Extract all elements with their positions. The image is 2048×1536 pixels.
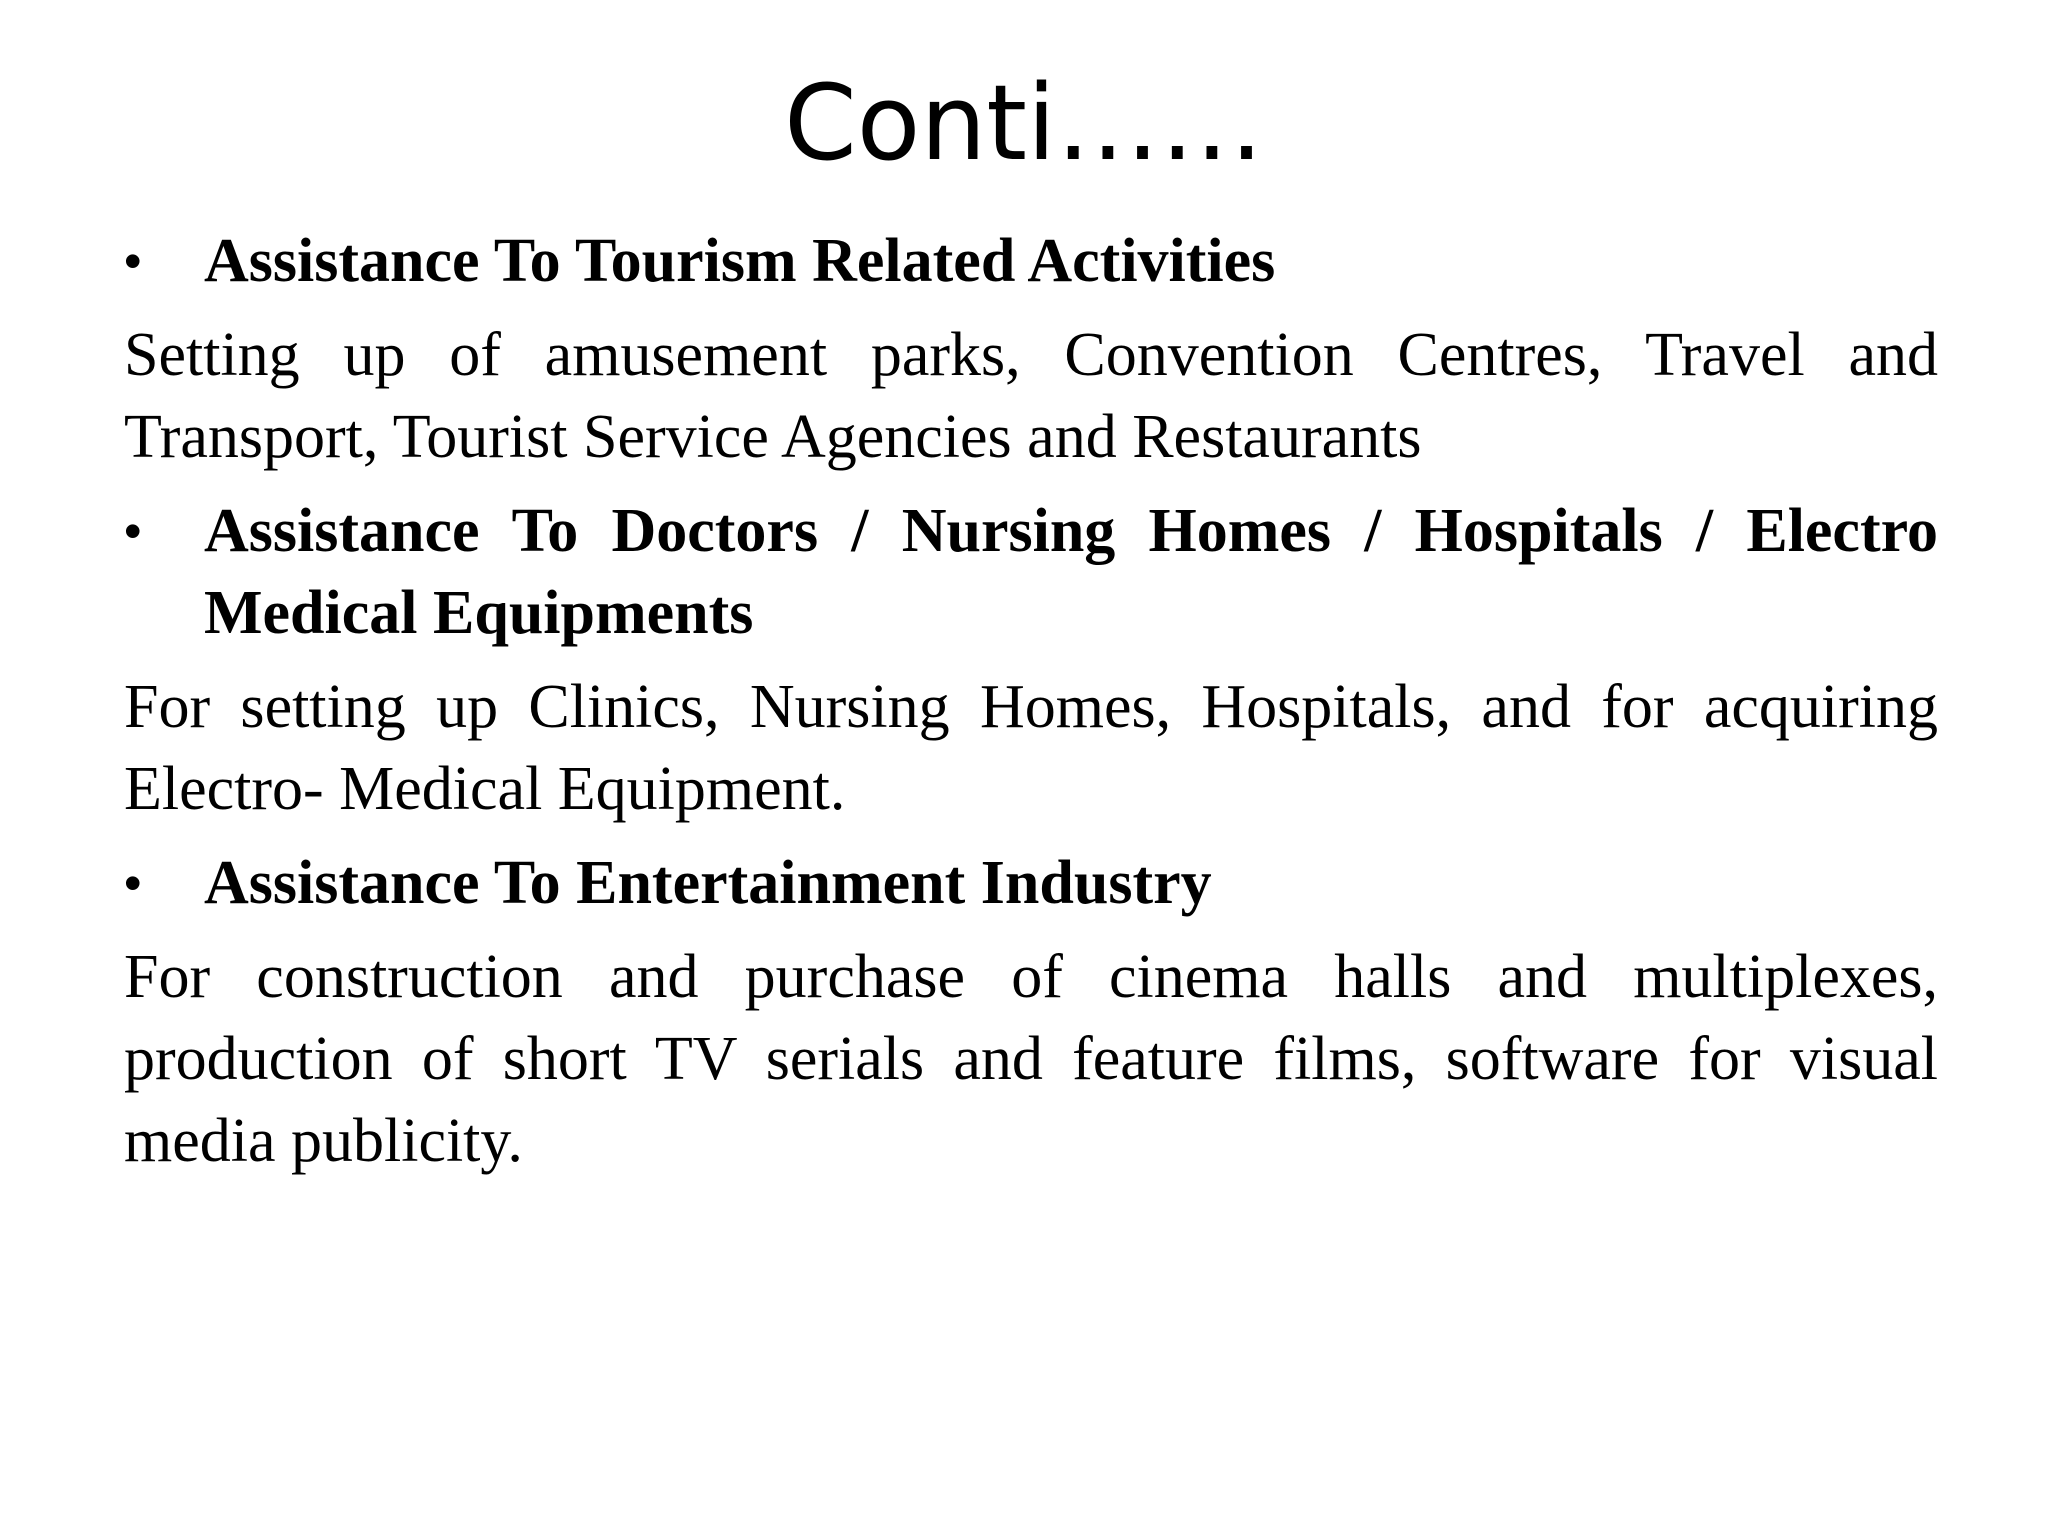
bullet-icon: • bbox=[124, 503, 142, 559]
slide-title: Conti…… bbox=[784, 62, 1264, 184]
section-body-entertainment: For construction and purchase of cinema halls and multiplexes, production of short TV serials and feature films, software for visual media publicity. bbox=[124, 943, 1938, 1175]
bullet-item-tourism bbox=[124, 220, 1938, 302]
bullet-icon: • bbox=[124, 855, 142, 911]
bullet-icon: • bbox=[124, 233, 142, 289]
slide-content bbox=[124, 220, 1938, 1194]
section-heading-entertainment: Assistance To Entertainment Industry bbox=[204, 849, 1212, 917]
section-body-medical: For setting up Clinics, Nursing Homes, Hospitals, and for acquiring Electro- Medical Equipment. bbox=[124, 673, 1938, 823]
section-heading-tourism: Assistance To Tourism Related Activities bbox=[204, 227, 1276, 295]
bullet-item-entertainment bbox=[124, 842, 1938, 924]
section-heading-medical: Assistance To Doctors / Nursing Homes / Hospitals / Electro Medical Equipments bbox=[204, 497, 1938, 647]
bullet-item-medical bbox=[124, 490, 1938, 654]
section-body-tourism: Setting up of amusement parks, Convention Centres, Travel and Transport, Tourist Service Agencies and Restaurants bbox=[124, 321, 1938, 471]
